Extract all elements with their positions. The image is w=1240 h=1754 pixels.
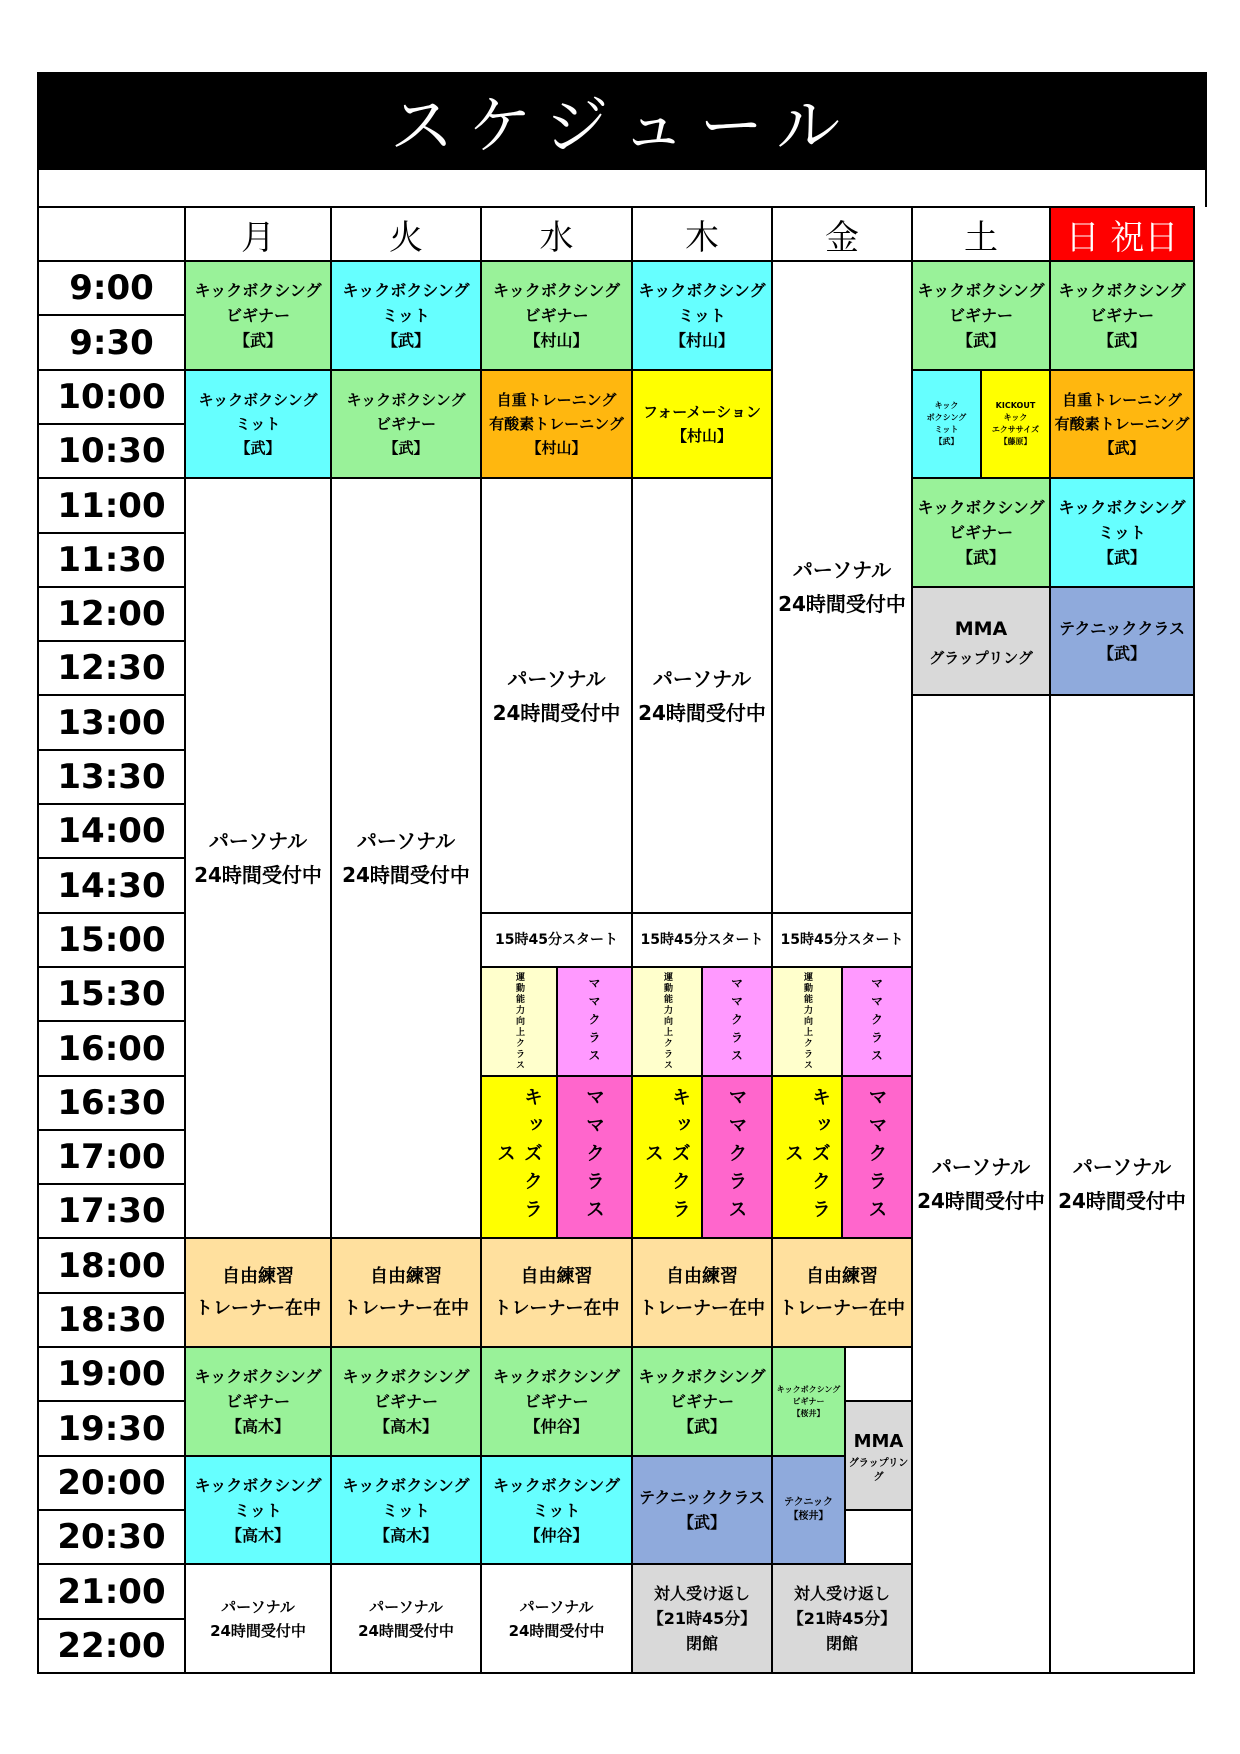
- tue-slot-1900-line-3: 【高木】: [373, 1417, 438, 1436]
- wed-start-note-text: 15時45分スタート: [495, 932, 618, 948]
- sat-slot-1100-line-1: キックボクシング: [917, 498, 1045, 517]
- mon-slot-1900-line-3: 【高木】: [225, 1417, 290, 1436]
- wed-slot-1000-line-1: 自重トレーニング: [496, 391, 617, 409]
- wed-free-practice-line-2: トレーナー在中: [493, 1297, 620, 1319]
- tue-slot-1100-personal-line-1: パーソナル: [356, 829, 456, 853]
- time-label-1800-text: 18:00: [57, 1245, 166, 1286]
- fri-mama-class-2-text: ママクラス: [865, 1087, 888, 1227]
- sat-kick-mitt-line-2: ボクシング: [926, 413, 967, 422]
- time-label-900-text: 9:00: [69, 268, 154, 308]
- sun-slot-1000-line-1: 自重トレーニング: [1062, 391, 1182, 409]
- wed-slot-0900: [480, 260, 633, 371]
- mon-slot-1000-line-2: ミット: [235, 415, 281, 433]
- thu-slot-0900-line-1: キックボクシング: [638, 281, 766, 300]
- time-label-900: [37, 260, 186, 316]
- fri-slot-2100-line-3: 閉館: [825, 1634, 858, 1653]
- time-label-930: [37, 314, 186, 371]
- time-label-1500-text: 15:00: [57, 920, 166, 960]
- mon-slot-2100: [184, 1563, 332, 1674]
- time-label-1700: [37, 1129, 186, 1185]
- fri-start-note-text: 15時45分スタート: [780, 932, 904, 948]
- tue-slot-2100: [330, 1563, 482, 1674]
- time-label-1700-text: 17:00: [57, 1137, 166, 1177]
- thu-kids-class-text: キッズクラス: [642, 1087, 691, 1227]
- mon-slot-0900-line-3: 【武】: [233, 331, 282, 350]
- thu-slot-2100-line-3: 閉館: [685, 1634, 718, 1653]
- sat-slot-0900-line-2: ビギナー: [948, 306, 1013, 325]
- sat-kickout-line-1: KICKOUT: [995, 401, 1036, 410]
- wed-slot-1000: [480, 369, 633, 479]
- fri-kids-ability-class: [771, 966, 843, 1077]
- fri-slot-2100: [771, 1563, 913, 1674]
- time-label-2100-text: 21:00: [57, 1571, 166, 1612]
- fri-personal-line-2: 24時間受付中: [778, 592, 906, 616]
- mon-slot-0900-line-2: ビギナー: [225, 306, 290, 325]
- sat-slot-1100: [911, 477, 1051, 588]
- sun-slot-1000-line-3: 【武】: [1099, 439, 1145, 457]
- thu-slot-0900-line-2: ミット: [678, 306, 726, 325]
- sun-personal-line-2: 24時間受付中: [1058, 1189, 1186, 1213]
- sun-slot-1100-line-2: ミット: [1098, 523, 1146, 542]
- wed-mama-class-2: [556, 1075, 633, 1239]
- wed-slot-2100: [480, 1563, 633, 1674]
- sun-personal-line-1: パーソナル: [1072, 1155, 1172, 1179]
- sun-slot-1100: [1049, 477, 1195, 588]
- sat-personal-line-1: パーソナル: [931, 1155, 1031, 1179]
- time-label-2030: [37, 1509, 186, 1565]
- sat-kick-mitt-line-1: キック: [934, 401, 959, 410]
- mon-slot-1000-line-3: 【武】: [235, 439, 281, 457]
- time-label-930-text: 9:30: [69, 322, 154, 363]
- mon-slot-1900: [184, 1346, 332, 1457]
- sun-slot-1000: [1049, 369, 1195, 479]
- fri-mama-class-1-text: ママクラス: [869, 976, 884, 1067]
- sat-slot-0900-line-3: 【武】: [956, 331, 1005, 350]
- mon-slot-0900-line-1: キックボクシング: [194, 281, 322, 300]
- fri-slot-2100-line-1: 対人受け返し: [793, 1584, 890, 1603]
- time-label-1100: [37, 477, 186, 534]
- day-header-7: [1049, 206, 1195, 262]
- thu-slot-1000: [631, 369, 773, 479]
- fri-mama-class-1: [841, 966, 913, 1077]
- day-header-7-text: 日 祝日: [1065, 217, 1179, 258]
- wed-free-practice-line-1: 自由練習: [520, 1265, 593, 1287]
- thu-slot-1900-line-2: ビギナー: [669, 1392, 734, 1411]
- fri-slot-2030-empty: [844, 1509, 913, 1565]
- time-label-1630: [37, 1075, 186, 1131]
- tue-slot-1100-personal-line-2: 24時間受付中: [342, 863, 470, 887]
- tue-slot-1900: [330, 1346, 482, 1457]
- tue-free-practice-line-2: トレーナー在中: [343, 1297, 469, 1319]
- wed-kids-class: [480, 1075, 558, 1239]
- time-label-2200: [37, 1618, 186, 1674]
- fri-kids-ability-class-text: 運動能力向上クラス: [802, 972, 812, 1071]
- day-header-5-text: 金: [825, 217, 859, 258]
- tue-slot-0900-line-3: 【武】: [381, 331, 430, 350]
- wed-slot-2100-line-2: 24時間受付中: [508, 1621, 605, 1640]
- thu-slot-2000-line-1: テクニッククラス: [639, 1488, 765, 1507]
- time-label-1000-text: 10:00: [57, 377, 166, 417]
- tue-slot-2100-line-1: パーソナル: [369, 1597, 443, 1616]
- time-label-1930: [37, 1400, 186, 1457]
- sun-personal: [1049, 694, 1195, 1674]
- time-label-1400-text: 14:00: [57, 811, 166, 851]
- time-label-1300: [37, 694, 186, 751]
- day-header-1-text: 月: [241, 217, 275, 258]
- time-label-1300-text: 13:00: [57, 702, 166, 743]
- title-spacer: [37, 170, 1207, 207]
- sat-kick-mitt: [911, 369, 982, 479]
- tue-slot-1900-line-2: ビギナー: [373, 1392, 438, 1411]
- time-label-1830: [37, 1292, 186, 1348]
- wed-slot-2000-line-3: 【仲谷】: [524, 1525, 589, 1545]
- mon-slot-2100-line-2: 24時間受付中: [210, 1621, 306, 1640]
- tue-slot-1000-line-3: 【武】: [383, 439, 429, 457]
- mon-slot-2100-line-1: パーソナル: [221, 1597, 295, 1616]
- mon-slot-2000-line-1: キックボクシング: [194, 1475, 322, 1495]
- header-corner: [37, 206, 186, 262]
- day-header-2: [330, 206, 482, 262]
- wed-slot-1100-personal: [480, 477, 633, 914]
- sun-slot-0900: [1049, 260, 1195, 371]
- tue-slot-2000-line-3: 【高木】: [373, 1525, 438, 1545]
- wed-slot-1000-line-3: 【村山】: [526, 439, 587, 457]
- thu-slot-1100-personal-line-2: 24時間受付中: [638, 700, 766, 725]
- fri-slot-1900-empty: [844, 1346, 913, 1402]
- time-label-1330: [37, 749, 186, 805]
- tue-slot-2000-line-2: ミット: [382, 1500, 430, 1520]
- sun-slot-1100-line-1: キックボクシング: [1058, 498, 1186, 517]
- day-header-4: [631, 206, 773, 262]
- wed-slot-1000-line-2: 有酸素トレーニング: [489, 415, 624, 433]
- wed-slot-0900-line-1: キックボクシング: [493, 281, 620, 300]
- fri-start-note: [771, 912, 913, 968]
- fri-free-practice: [771, 1237, 913, 1348]
- fri-slot-1900: [771, 1346, 846, 1457]
- wed-slot-1900-line-2: ビギナー: [524, 1392, 589, 1411]
- tue-slot-0900: [330, 260, 482, 371]
- thu-slot-0900: [631, 260, 773, 371]
- tue-slot-1000: [330, 369, 482, 479]
- sun-slot-0900-line-2: ビギナー: [1089, 306, 1154, 325]
- sun-slot-1100-line-3: 【武】: [1097, 548, 1146, 567]
- tue-free-practice-line-1: 自由練習: [370, 1265, 442, 1287]
- mon-slot-1900-line-2: ビギナー: [225, 1392, 290, 1411]
- mon-slot-1100-personal-line-1: パーソナル: [208, 829, 308, 853]
- thu-mama-class-1: [701, 966, 773, 1077]
- mon-slot-1900-line-1: キックボクシング: [194, 1367, 322, 1386]
- time-label-1200: [37, 586, 186, 642]
- tue-slot-0900-line-2: ミット: [382, 306, 430, 325]
- thu-free-practice-line-2: トレーナー在中: [639, 1297, 765, 1319]
- time-label-1430: [37, 857, 186, 914]
- sat-kickout-line-3: エクササイズ: [991, 425, 1040, 434]
- thu-kids-ability-class-text: 運動能力向上クラス: [662, 972, 672, 1071]
- time-label-1230: [37, 640, 186, 696]
- fri-technique-line-2: 【桜井】: [788, 1511, 829, 1522]
- thu-mama-class-2: [701, 1075, 773, 1239]
- tue-slot-0900-line-1: キックボクシング: [342, 281, 470, 300]
- fri-mma-line-1: MMA: [853, 1430, 904, 1452]
- mon-slot-1000: [184, 369, 332, 479]
- thu-slot-2000-line-2: 【武】: [677, 1513, 726, 1532]
- time-label-1030-text: 10:30: [57, 431, 166, 471]
- mon-slot-1100-personal: [184, 477, 332, 1239]
- wed-slot-1100-personal-line-1: パーソナル: [507, 666, 606, 691]
- thu-slot-1900-line-3: 【武】: [677, 1417, 726, 1436]
- sat-kickout: [980, 369, 1051, 479]
- mon-slot-1100-personal-line-2: 24時間受付中: [194, 863, 322, 887]
- time-label-1600-text: 16:00: [57, 1028, 166, 1069]
- sat-slot-0900: [911, 260, 1051, 371]
- wed-slot-2000-line-1: キックボクシング: [493, 1475, 620, 1495]
- thu-slot-1000-line-1: フォーメーション: [643, 403, 761, 421]
- sun-slot-0900-line-3: 【武】: [1097, 331, 1146, 350]
- time-label-1530: [37, 966, 186, 1022]
- time-label-1800: [37, 1237, 186, 1294]
- time-label-1200-text: 12:00: [57, 594, 166, 634]
- time-label-1530-text: 15:30: [57, 974, 166, 1014]
- sat-kickout-line-2: キック: [1003, 413, 1028, 422]
- mon-free-practice-line-1: 自由練習: [222, 1265, 294, 1287]
- thu-slot-1000-line-2: 【村山】: [671, 427, 732, 445]
- sat-kick-mitt-line-3: ミット: [934, 425, 959, 434]
- time-label-1900-text: 19:00: [57, 1354, 166, 1394]
- fri-technique: [771, 1455, 846, 1565]
- sat-mma-line-2: グラップリング: [929, 649, 1033, 667]
- time-label-2000-text: 20:00: [57, 1463, 166, 1503]
- thu-slot-2100-line-2: 【21時45分】: [647, 1609, 757, 1628]
- fri-kids-class-text: キッズクラス: [782, 1087, 831, 1227]
- mon-slot-2000: [184, 1455, 332, 1565]
- wed-slot-2000: [480, 1455, 633, 1565]
- wed-kids-ability-class-text: 運動能力向上クラス: [514, 972, 524, 1071]
- time-label-1900: [37, 1346, 186, 1402]
- time-label-1830-text: 18:30: [57, 1300, 166, 1340]
- wed-slot-1900: [480, 1346, 633, 1457]
- sun-technique-line-2: 【武】: [1097, 644, 1146, 663]
- mon-slot-0900: [184, 260, 332, 371]
- day-header-6-text: 土: [964, 217, 998, 258]
- sat-mma: [911, 586, 1051, 696]
- wed-slot-1900-line-3: 【仲谷】: [524, 1417, 589, 1436]
- time-label-1230-text: 12:30: [57, 648, 166, 688]
- wed-slot-0900-line-2: ビギナー: [524, 306, 589, 325]
- day-header-5: [771, 206, 913, 262]
- tue-free-practice: [330, 1237, 482, 1348]
- time-label-2100: [37, 1563, 186, 1620]
- sat-kickout-line-4: 【藤原】: [999, 437, 1032, 446]
- sat-mma-line-1: MMA: [954, 618, 1008, 640]
- thu-mama-class-1-text: ママクラス: [729, 976, 744, 1067]
- tue-slot-2000: [330, 1455, 482, 1565]
- time-label-1130: [37, 532, 186, 588]
- sat-slot-1100-line-2: ビギナー: [948, 523, 1013, 542]
- thu-slot-1100-personal-line-1: パーソナル: [652, 666, 752, 691]
- time-label-1930-text: 19:30: [57, 1408, 166, 1449]
- fri-personal-line-1: パーソナル: [792, 558, 892, 582]
- time-label-2030-text: 20:30: [57, 1517, 166, 1557]
- wed-kids-class-text: キッズクラス: [494, 1087, 543, 1227]
- sun-technique-line-1: テクニッククラス: [1059, 619, 1185, 638]
- thu-slot-2100: [631, 1563, 773, 1674]
- thu-slot-1100-personal: [631, 477, 773, 914]
- time-label-1000: [37, 369, 186, 425]
- day-header-3-text: 水: [539, 217, 574, 258]
- fri-free-practice-line-2: トレーナー在中: [779, 1297, 905, 1319]
- tue-slot-2100-line-2: 24時間受付中: [358, 1621, 454, 1640]
- day-header-1: [184, 206, 332, 262]
- fri-slot-1900-line-3: 【桜井】: [792, 1408, 825, 1418]
- sun-slot-1000-line-2: 有酸素トレーニング: [1054, 415, 1190, 433]
- fri-free-practice-line-1: 自由練習: [806, 1265, 878, 1287]
- tue-slot-2000-line-1: キックボクシング: [342, 1475, 470, 1495]
- fri-mma: [844, 1400, 913, 1511]
- wed-start-note: [480, 912, 633, 968]
- time-label-1330-text: 13:30: [57, 757, 166, 797]
- day-header-2-text: 火: [389, 217, 423, 258]
- tue-slot-1000-line-2: ビギナー: [375, 415, 436, 433]
- wed-mama-class-2-text: ママクラス: [583, 1087, 605, 1227]
- wed-slot-1100-personal-line-2: 24時間受付中: [492, 700, 621, 725]
- wed-mama-class-1-text: ママクラス: [587, 976, 601, 1067]
- time-label-1630-text: 16:30: [57, 1083, 166, 1123]
- fri-slot-1900-line-2: ビギナー: [792, 1396, 825, 1406]
- mon-slot-2000-line-2: ミット: [234, 1500, 282, 1520]
- time-label-1500: [37, 912, 186, 968]
- wed-mama-class-1: [556, 966, 633, 1077]
- thu-slot-1900-line-1: キックボクシング: [638, 1367, 766, 1386]
- mon-slot-1000-line-1: キックボクシング: [198, 391, 318, 409]
- time-label-1400: [37, 803, 186, 859]
- fri-technique-line-1: テクニック: [784, 1497, 833, 1508]
- time-label-1600: [37, 1020, 186, 1077]
- sat-personal: [911, 694, 1051, 1674]
- wed-slot-0900-line-3: 【村山】: [524, 331, 589, 350]
- fri-mma-line-2: グラップリング: [848, 1457, 909, 1483]
- mon-slot-2000-line-3: 【高木】: [225, 1525, 290, 1545]
- thu-kids-class: [631, 1075, 703, 1239]
- day-header-4-text: 木: [685, 217, 719, 258]
- thu-slot-0900-line-3: 【村山】: [669, 331, 734, 350]
- fri-mama-class-2: [841, 1075, 913, 1239]
- time-label-1730-text: 17:30: [57, 1191, 166, 1231]
- tue-slot-1100-personal: [330, 477, 482, 1239]
- sun-technique: [1049, 586, 1195, 696]
- fri-personal: [771, 260, 913, 914]
- thu-free-practice: [631, 1237, 773, 1348]
- day-header-6: [911, 206, 1051, 262]
- thu-start-note: [631, 912, 773, 968]
- time-label-1100-text: 11:00: [57, 485, 166, 526]
- fri-kids-class: [771, 1075, 843, 1239]
- thu-start-note-text: 15時45分スタート: [640, 932, 764, 948]
- thu-kids-ability-class: [631, 966, 703, 1077]
- wed-slot-1900-line-1: キックボクシング: [493, 1367, 620, 1386]
- sat-slot-1100-line-3: 【武】: [956, 548, 1005, 567]
- page-title: スケジュール: [37, 72, 1207, 170]
- wed-free-practice: [480, 1237, 633, 1348]
- day-header-3: [480, 206, 633, 262]
- tue-slot-1900-line-1: キックボクシング: [342, 1367, 470, 1386]
- thu-free-practice-line-1: 自由練習: [666, 1265, 738, 1287]
- wed-slot-2000-line-2: ミット: [532, 1500, 581, 1520]
- thu-mama-class-2-text: ママクラス: [725, 1087, 748, 1227]
- wed-kids-ability-class: [480, 966, 558, 1077]
- time-label-1130-text: 11:30: [57, 540, 166, 580]
- mon-free-practice: [184, 1237, 332, 1348]
- thu-slot-2100-line-1: 対人受け返し: [653, 1584, 750, 1603]
- time-label-1730: [37, 1183, 186, 1239]
- fri-slot-1900-line-1: キックボクシング: [776, 1384, 841, 1394]
- wed-slot-2100-line-1: パーソナル: [519, 1597, 594, 1616]
- fri-slot-2100-line-2: 【21時45分】: [787, 1609, 897, 1628]
- tue-slot-1000-line-1: キックボクシング: [346, 391, 466, 409]
- sat-personal-line-2: 24時間受付中: [917, 1189, 1045, 1213]
- thu-slot-1900: [631, 1346, 773, 1457]
- sat-slot-0900-line-1: キックボクシング: [917, 281, 1045, 300]
- sun-slot-0900-line-1: キックボクシング: [1058, 281, 1186, 300]
- time-label-2200-text: 22:00: [57, 1626, 166, 1666]
- mon-free-practice-line-2: トレーナー在中: [195, 1297, 321, 1319]
- time-label-1030: [37, 423, 186, 479]
- time-label-1430-text: 14:30: [57, 865, 166, 906]
- thu-slot-2000: [631, 1455, 773, 1565]
- sat-kick-mitt-line-4: 【武】: [934, 437, 959, 446]
- time-label-2000: [37, 1455, 186, 1511]
